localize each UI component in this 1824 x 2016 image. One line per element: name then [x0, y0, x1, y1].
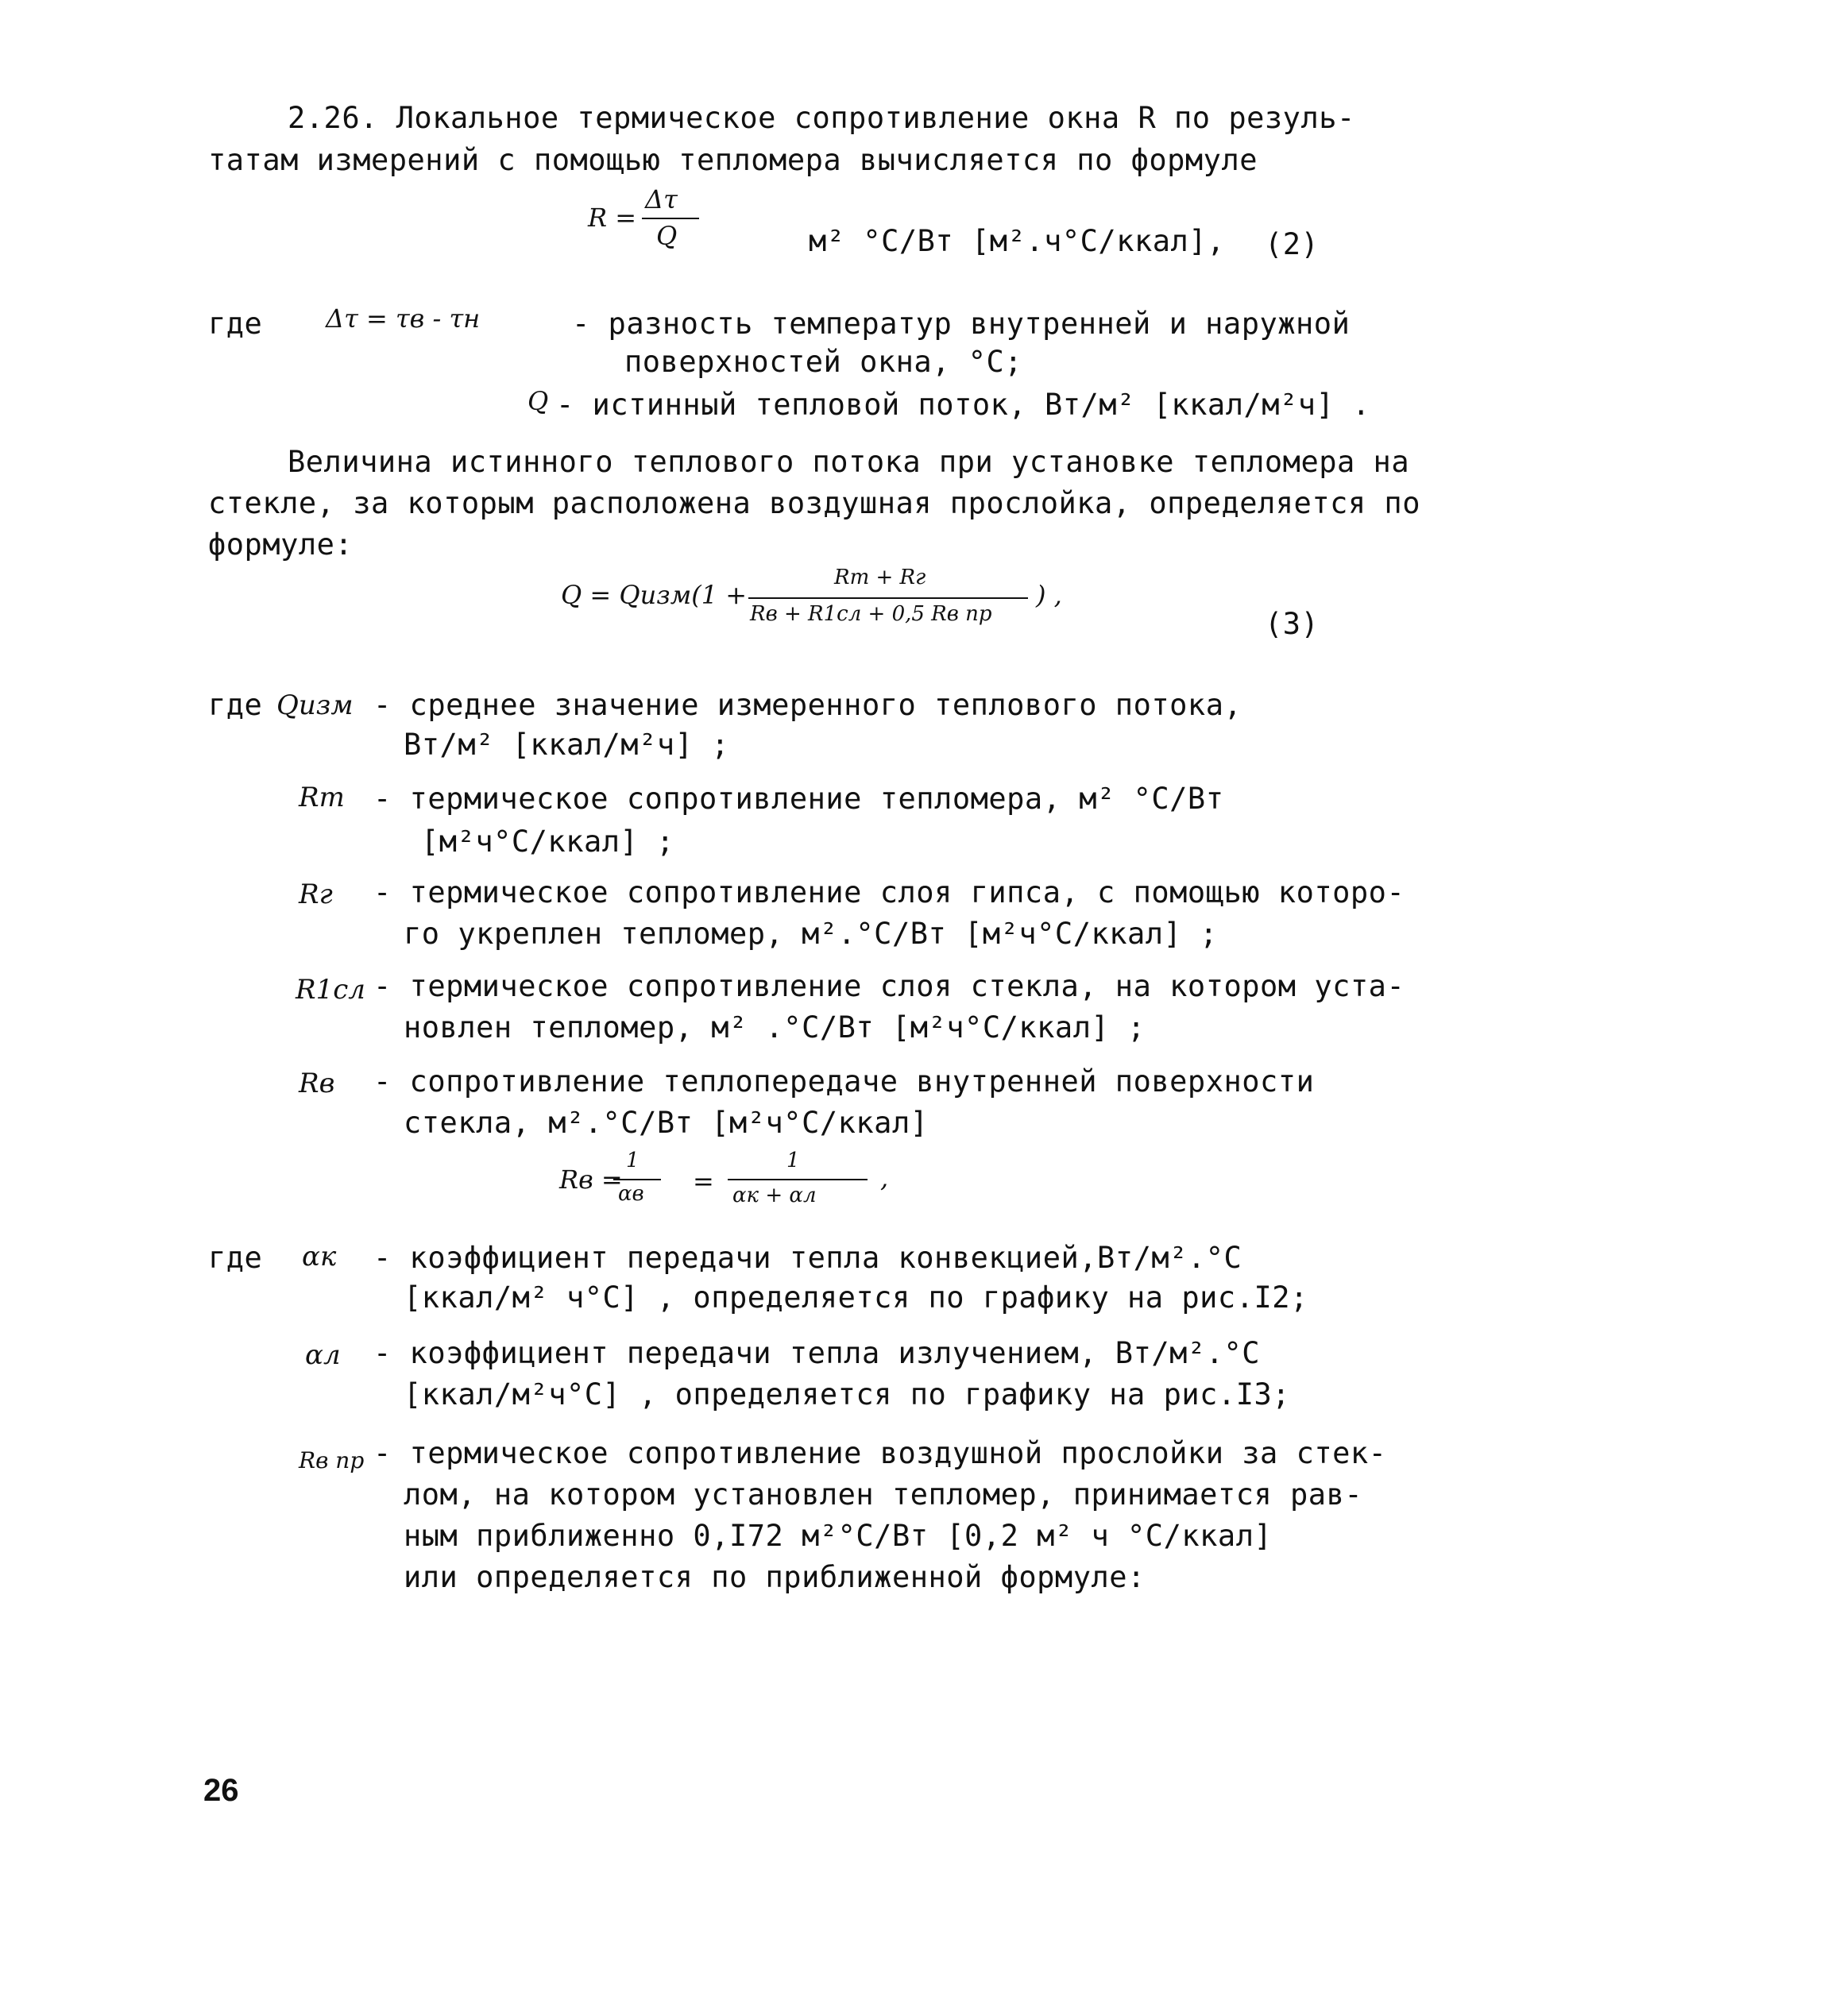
term-definition: го укреплен тепломер, м².°С/Вт [м²ч°С/ккал] ;	[404, 917, 1218, 951]
formula-denominator: Rв + R1сл + 0,5 Rв пр	[750, 602, 992, 626]
term-definition: [м²ч°С/ккал] ;	[421, 825, 674, 859]
page-number: 26	[203, 1773, 239, 1808]
term-definition: - истинный тепловой поток, Вт/м² [ккал/м²ч] .	[556, 388, 1370, 422]
term-definition: стекла, м².°С/Вт [м²ч°С/ккал]	[404, 1106, 929, 1140]
paragraph-line: 2.26. Локальное термическое сопротивление окна R по резуль-	[288, 101, 1355, 135]
fraction-bar	[748, 597, 1028, 599]
term-symbol: Rв пр	[299, 1447, 365, 1473]
term-definition: - коэффициент передачи тепла конвекцией,Вт/м².°С	[373, 1241, 1242, 1275]
formula-denominator: αв	[618, 1182, 644, 1206]
paragraph-line: Величина истинного теплового потока при установке тепломера на	[288, 445, 1410, 479]
term-definition: - разность температур внутренней и наружной	[572, 307, 1351, 341]
paragraph-line: татам измерений с помощью тепломера вычисляется по формуле	[208, 143, 1258, 177]
equation-number: (2)	[1265, 227, 1320, 261]
term-definition: лом, на котором установлен тепломер, принимается рав-	[404, 1477, 1363, 1512]
term-definition: - среднее значение измеренного теплового потока,	[373, 688, 1242, 722]
formula-lhs: Rв =	[559, 1164, 623, 1195]
term-symbol: αк	[302, 1241, 337, 1273]
equation-number: (3)	[1265, 607, 1320, 641]
paragraph-line: стекле, за которым расположена воздушная прослойка, определяется по	[208, 486, 1420, 520]
term-definition: [ккал/м²ч°С] , определяется по графику на рис.I3;	[404, 1377, 1291, 1412]
formula-equals: =	[693, 1166, 714, 1196]
term-definition: - термическое сопротивление слоя стекла, на котором уста-	[373, 969, 1405, 1003]
term-symbol: Q	[527, 386, 549, 416]
term-definition: - термическое сопротивление слоя гипса, с помощью которо-	[373, 875, 1405, 910]
term-symbol: Rт	[299, 782, 345, 813]
formula-numerator: 1	[786, 1149, 800, 1172]
formula-numerator: 1	[626, 1149, 640, 1172]
where-label: где	[208, 1241, 263, 1275]
term-definition: Вт/м² [ккал/м²ч] ;	[404, 728, 729, 762]
term-definition: или определяется по приближенной формуле:	[404, 1560, 1146, 1594]
term-definition: поверхностей окна, °С;	[624, 345, 1023, 379]
fraction-bar	[642, 218, 699, 219]
term-definition: - термическое сопротивление воздушной прослойки за стек-	[373, 1436, 1387, 1470]
term-symbol: Δτ = τв - τн	[326, 303, 481, 334]
term-symbol: αл	[305, 1339, 341, 1371]
term-definition: - термическое сопротивление тепломера, м² °С/Вт	[373, 782, 1224, 816]
formula-tail: ,	[880, 1163, 889, 1193]
formula-units: м² °С/Вт [м².ч°С/ккал],	[809, 224, 1225, 258]
formula-lhs: R =	[588, 203, 637, 233]
term-symbol: Rв	[299, 1068, 335, 1099]
term-definition: ным приближенно 0,I72 м²°С/Вт [0,2 м² ч °С/ккал]	[404, 1519, 1273, 1553]
formula-numerator: Rт + Rг	[834, 566, 926, 589]
formula-denominator: Q	[656, 221, 678, 251]
term-definition: - коэффициент передачи тепла излучением, Вт/м².°С	[373, 1336, 1261, 1370]
formula-denominator: αк + αл	[732, 1184, 817, 1207]
term-definition: - сопротивление теплопередаче внутренней поверхности	[373, 1064, 1315, 1099]
formula-numerator: Δτ	[645, 184, 678, 214]
term-symbol: R1сл	[296, 974, 365, 1006]
where-label: где	[208, 688, 263, 722]
fraction-bar	[613, 1179, 661, 1180]
term-definition: новлен тепломер, м² .°С/Вт [м²ч°С/ккал] ;	[404, 1010, 1146, 1045]
paragraph-line: формуле:	[208, 527, 354, 562]
term-definition: [ккал/м² ч°С] , определяется по графику на рис.I2;	[404, 1280, 1308, 1315]
formula-rhs: ) ,	[1036, 580, 1062, 610]
fraction-bar	[728, 1179, 868, 1180]
where-label: где	[208, 307, 263, 341]
formula-lhs: Q = Qизм(1 +	[561, 580, 748, 610]
term-symbol: Qизм	[276, 689, 354, 721]
term-symbol: Rг	[299, 879, 333, 910]
